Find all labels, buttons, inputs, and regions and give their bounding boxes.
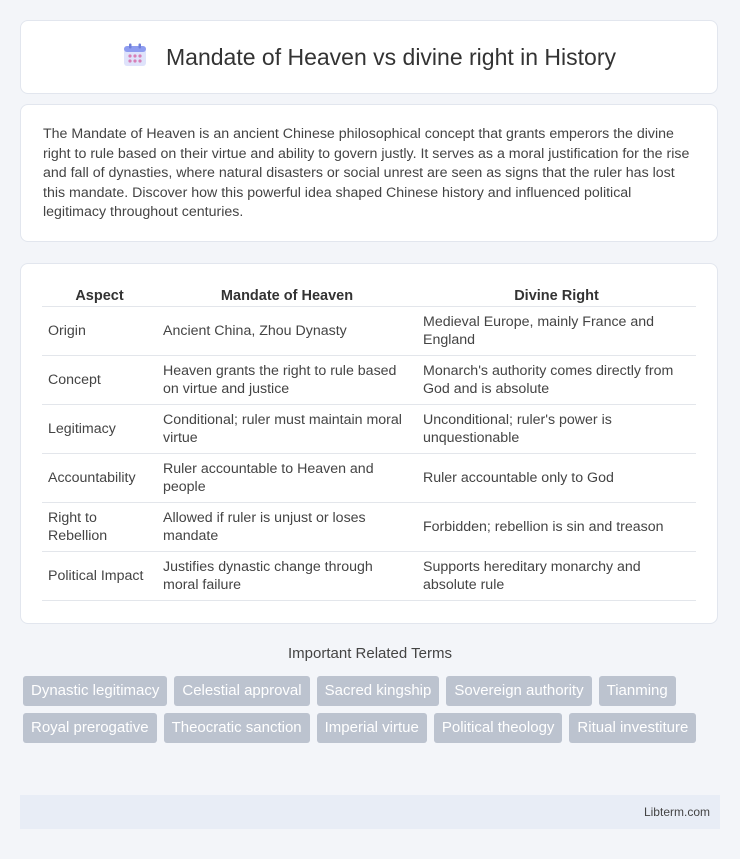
table-row xyxy=(42,405,696,454)
intro-text: The Mandate of Heaven is an ancient Chinese philosophical concept that grants emperors the divine right to rule based on their virtue and ability to govern justly. It serves as a moral justification for the rise and fall of dynasties, where natural disasters or social unrest are seen as signs that the ruler has lost this mandate. Discover how this powerful idea shaped Chinese history and influenced political legitimacy throughout centuries. xyxy=(43,126,690,221)
related-term-tag[interactable]: Political theology xyxy=(434,713,563,743)
table-cell: Ruler accountable to Heaven and people xyxy=(157,454,417,503)
related-term-tag[interactable]: Dynastic legitimacy xyxy=(23,676,167,706)
table-row xyxy=(42,454,696,503)
table-cell: Accountability xyxy=(42,454,157,503)
table-cell: Monarch's authority comes directly from God and is absolute xyxy=(417,356,696,405)
related-term-tag[interactable]: Sacred kingship xyxy=(317,676,440,706)
table-cell: Ancient China, Zhou Dynasty xyxy=(157,307,417,356)
footer xyxy=(20,795,720,829)
related-term-tag[interactable]: Ritual investiture xyxy=(569,713,696,743)
related-term-tag[interactable]: Royal prerogative xyxy=(23,713,157,743)
table-row xyxy=(42,503,696,552)
table-cell: Supports hereditary monarchy and absolute rule xyxy=(417,552,696,601)
header-card xyxy=(20,20,718,94)
table-row xyxy=(42,552,696,601)
footer-site-link[interactable]: Libterm.com xyxy=(643,805,710,819)
page-title: Mandate of Heaven vs divine right in History xyxy=(166,43,616,70)
table-cell: Allowed if ruler is unjust or loses mandate xyxy=(157,503,417,552)
table-cell: Unconditional; ruler's power is unquestionable xyxy=(417,405,696,454)
table-cell: Justifies dynastic change through moral failure xyxy=(157,552,417,601)
column-header: Mandate of Heaven xyxy=(157,286,417,307)
related-term-tag[interactable]: Celestial approval xyxy=(174,676,309,706)
related-term-tag[interactable]: Theocratic sanction xyxy=(164,713,310,743)
table-cell: Conditional; ruler must maintain moral virtue xyxy=(157,405,417,454)
table-cell: Legitimacy xyxy=(42,405,157,454)
related-term-tag[interactable]: Imperial virtue xyxy=(317,713,427,743)
related-terms-title: Important Related Terms xyxy=(288,645,452,662)
column-header: Divine Right xyxy=(417,286,696,307)
related-term-tag[interactable]: Sovereign authority xyxy=(446,676,591,706)
table-row xyxy=(42,307,696,356)
comparison-table xyxy=(42,286,696,601)
table-cell: Forbidden; rebellion is sin and treason xyxy=(417,503,696,552)
table-cell: Heaven grants the right to rule based on virtue and justice xyxy=(157,356,417,405)
table-cell: Ruler accountable only to God xyxy=(417,454,696,503)
related-term-tag[interactable]: Tianming xyxy=(599,676,676,706)
table-cell: Concept xyxy=(42,356,157,405)
column-header: Aspect xyxy=(42,286,157,307)
related-terms-list xyxy=(23,676,723,743)
table-cell: Right to Rebellion xyxy=(42,503,157,552)
table-cell: Origin xyxy=(42,307,157,356)
table-row xyxy=(42,356,696,405)
table-cell: Medieval Europe, mainly France and England xyxy=(417,307,696,356)
table-header-row xyxy=(42,286,696,307)
intro-card xyxy=(20,104,718,242)
calendar-icon xyxy=(122,42,148,73)
table-cell: Political Impact xyxy=(42,552,157,601)
comparison-card xyxy=(20,263,718,624)
